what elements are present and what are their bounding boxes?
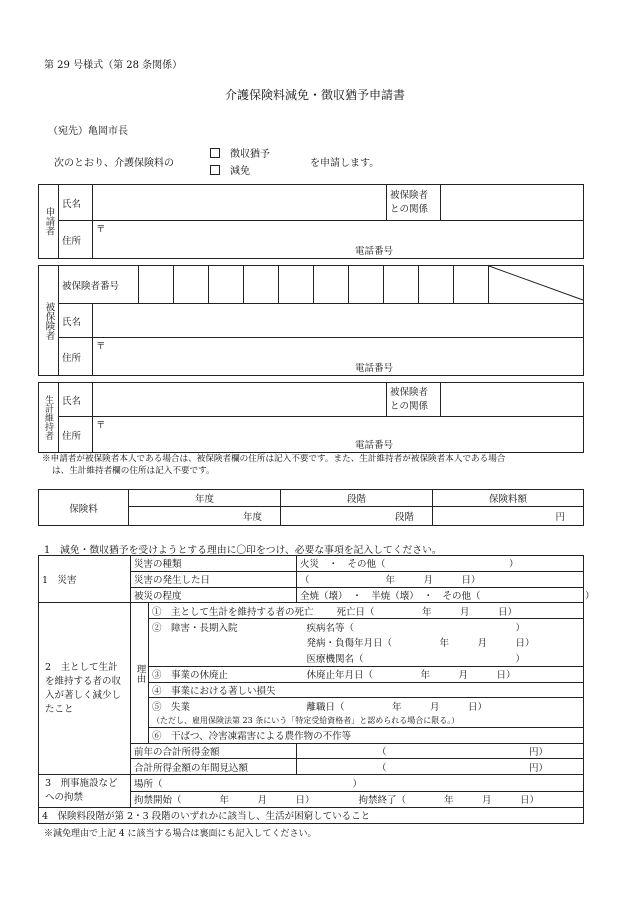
detention-place-field[interactable]: 場所（ ） — [131, 775, 584, 791]
reason-label: 理由 — [131, 603, 149, 743]
applicant-label: 申請者 — [39, 185, 59, 259]
option-reduction[interactable]: 減免 — [210, 162, 250, 177]
disaster-type-label: 災害の種類 — [131, 556, 297, 572]
supporter-address-label: 住所 — [59, 417, 93, 453]
supporter-phone-label: 電話番号 — [354, 440, 393, 451]
reason-5-label[interactable]: ⑤ 失業 — [149, 698, 297, 714]
premium-year-field[interactable]: 年度 — [129, 507, 281, 526]
detention-label: 3 刑事施設などへの拘禁 — [39, 775, 131, 808]
postal-mark: 〒 — [96, 420, 106, 431]
premium-stage-header: 段階 — [281, 490, 433, 507]
reason-2-hospital-field[interactable]: 医療機関名（ ） — [297, 650, 584, 666]
footnote: ※減免理由で上記 4 に該当する場合は裏面にも記入してください。 — [44, 829, 317, 839]
insured-phone-label: 電話番号 — [354, 363, 393, 374]
insured-number-digit[interactable] — [209, 266, 244, 304]
disaster-date-field[interactable]: （ 年 月 日） — [297, 571, 584, 587]
premium-table — [38, 489, 584, 526]
reason-2-onset-field[interactable]: 発病・負傷年月日（ 年 月 日） — [297, 635, 584, 651]
reason-2-label[interactable]: ② 障害・長期入院 — [149, 619, 297, 635]
premium-year-header: 年度 — [129, 490, 281, 507]
form-number: 第 29 号様式（第 28 条関係） — [44, 60, 183, 71]
reason-1-field[interactable]: 死亡日（ 年 月 日） — [297, 603, 584, 619]
applicant-table — [38, 184, 584, 259]
insured-name-field[interactable] — [93, 304, 584, 338]
insured-number-digit[interactable] — [384, 266, 419, 304]
reasons-table — [38, 555, 595, 824]
applicant-name-label: 氏名 — [59, 185, 93, 221]
prev-income-field[interactable]: （ 円） — [297, 743, 584, 759]
premium-amount-field[interactable]: 円 — [433, 507, 584, 526]
page-title: 介護保険料減免・徴収猶予申請書 — [224, 88, 405, 102]
premium-stage-field[interactable]: 段階 — [281, 507, 433, 526]
supporter-label: 生計維持者 — [39, 383, 59, 453]
premium-amount-header: 保険料額 — [433, 490, 584, 507]
income-label: 2 主として生計を維持する者の収入が著しく減少したこと — [39, 603, 131, 775]
insured-number-digit[interactable] — [454, 266, 489, 304]
supporter-table — [38, 382, 584, 453]
address-note-line2: は、生計維持者欄の住所は記入不要です。 — [52, 466, 215, 476]
supporter-name-field[interactable] — [93, 383, 387, 417]
insured-number-digit[interactable] — [139, 266, 174, 304]
premium-label: 保険料 — [39, 490, 129, 526]
insured-label: 被保険者 — [39, 266, 59, 376]
reason-3-field[interactable]: 休廃止年月日（ 年 月 日） — [297, 666, 584, 682]
insured-number-digit[interactable] — [174, 266, 209, 304]
insured-number-digit[interactable] — [244, 266, 279, 304]
disaster-degree-label: 被災の程度 — [131, 587, 297, 603]
reason-4-label[interactable]: ④ 事業における著しい損失 — [149, 682, 584, 698]
insured-number-void — [489, 266, 584, 304]
reason-instruction: 1 減免・徴収猶予を受けようとする理由に〇印をつけ、必要な事項を記入してください。 — [44, 545, 442, 556]
postal-mark: 〒 — [96, 224, 106, 235]
detention-start-field[interactable]: 拘禁開始（ 年 月 日） — [131, 791, 297, 807]
insured-address-label: 住所 — [59, 338, 93, 376]
detention-end-field[interactable]: 拘禁終了（ 年 月 日） — [297, 791, 584, 807]
insured-address-field[interactable] — [93, 338, 584, 376]
disaster-degree-options[interactable]: 全焼（壊） ・ 半焼（壊） ・ その他（ ） — [297, 587, 584, 603]
address-note-line1: ※申請者が被保険者本人である場合は、被保険者欄の住所は記入不要です。また、生計維持者が被保険者本人である場合 — [42, 454, 506, 464]
reason-5-field[interactable]: 離職日（ 年 月 日） — [297, 698, 584, 714]
reason-3-label[interactable]: ③ 事業の休廃止 — [149, 666, 297, 682]
applicant-phone-label: 電話番号 — [354, 246, 393, 257]
intro-tail: を申請します。 — [310, 158, 380, 169]
applicant-address-label: 住所 — [59, 221, 93, 259]
reason-2-disease-field[interactable]: 疾病名等（ ） — [297, 619, 584, 635]
disaster-type-options[interactable]: 火災 ・ その他（ ） — [297, 556, 584, 572]
checkbox-deferral[interactable] — [210, 148, 220, 158]
supporter-address-field[interactable] — [93, 417, 584, 453]
applicant-address-field[interactable] — [93, 221, 584, 259]
applicant-relation-field[interactable] — [441, 185, 584, 221]
reason-6-label[interactable]: ⑥ 干ばつ、冷害凍霜害による農作物の不作等 — [149, 727, 584, 743]
est-income-label: 合計所得金額の年間見込額 — [131, 759, 297, 775]
stage-hardship-row[interactable]: 4 保険料段階が第 2・3 段階のいずれかに該当し、生活が困窮していること — [39, 807, 584, 823]
prev-income-label: 前年の合計所得金額 — [131, 743, 297, 759]
checkbox-reduction[interactable] — [210, 165, 220, 175]
supporter-relation-field[interactable] — [441, 383, 584, 417]
insured-number-label: 被保険者番号 — [59, 266, 139, 304]
postal-mark: 〒 — [96, 341, 106, 352]
disaster-label: 1 災害 — [39, 556, 131, 603]
addressee: （宛先）亀岡市長 — [48, 126, 128, 137]
est-income-field[interactable]: （ 円） — [297, 759, 584, 775]
applicant-name-field[interactable] — [93, 185, 387, 221]
reason-5-note: （ただし、雇用保険法第 23 条にいう「特定受給資格者」と認められる場合に限る。） — [149, 714, 584, 728]
insured-number-digit[interactable] — [419, 266, 454, 304]
option-deferral[interactable]: 徴収猶予 — [210, 145, 270, 160]
applicant-relation-label: 被保険者との関係 — [387, 185, 441, 221]
supporter-name-label: 氏名 — [59, 383, 93, 417]
supporter-relation-label: 被保険者との関係 — [387, 383, 441, 417]
diagonal-line — [489, 266, 583, 300]
insured-table — [38, 265, 584, 376]
disaster-date-label: 災害の発生した日 — [131, 571, 297, 587]
reason-1-label[interactable]: ① 主として生計を維持する者の死亡 — [149, 603, 297, 619]
insured-number-digit[interactable] — [314, 266, 349, 304]
insured-number-digit[interactable] — [279, 266, 314, 304]
insured-name-label: 氏名 — [59, 304, 93, 338]
insured-number-digit[interactable] — [349, 266, 384, 304]
intro-text: 次のとおり、介護保険料の — [54, 158, 174, 169]
